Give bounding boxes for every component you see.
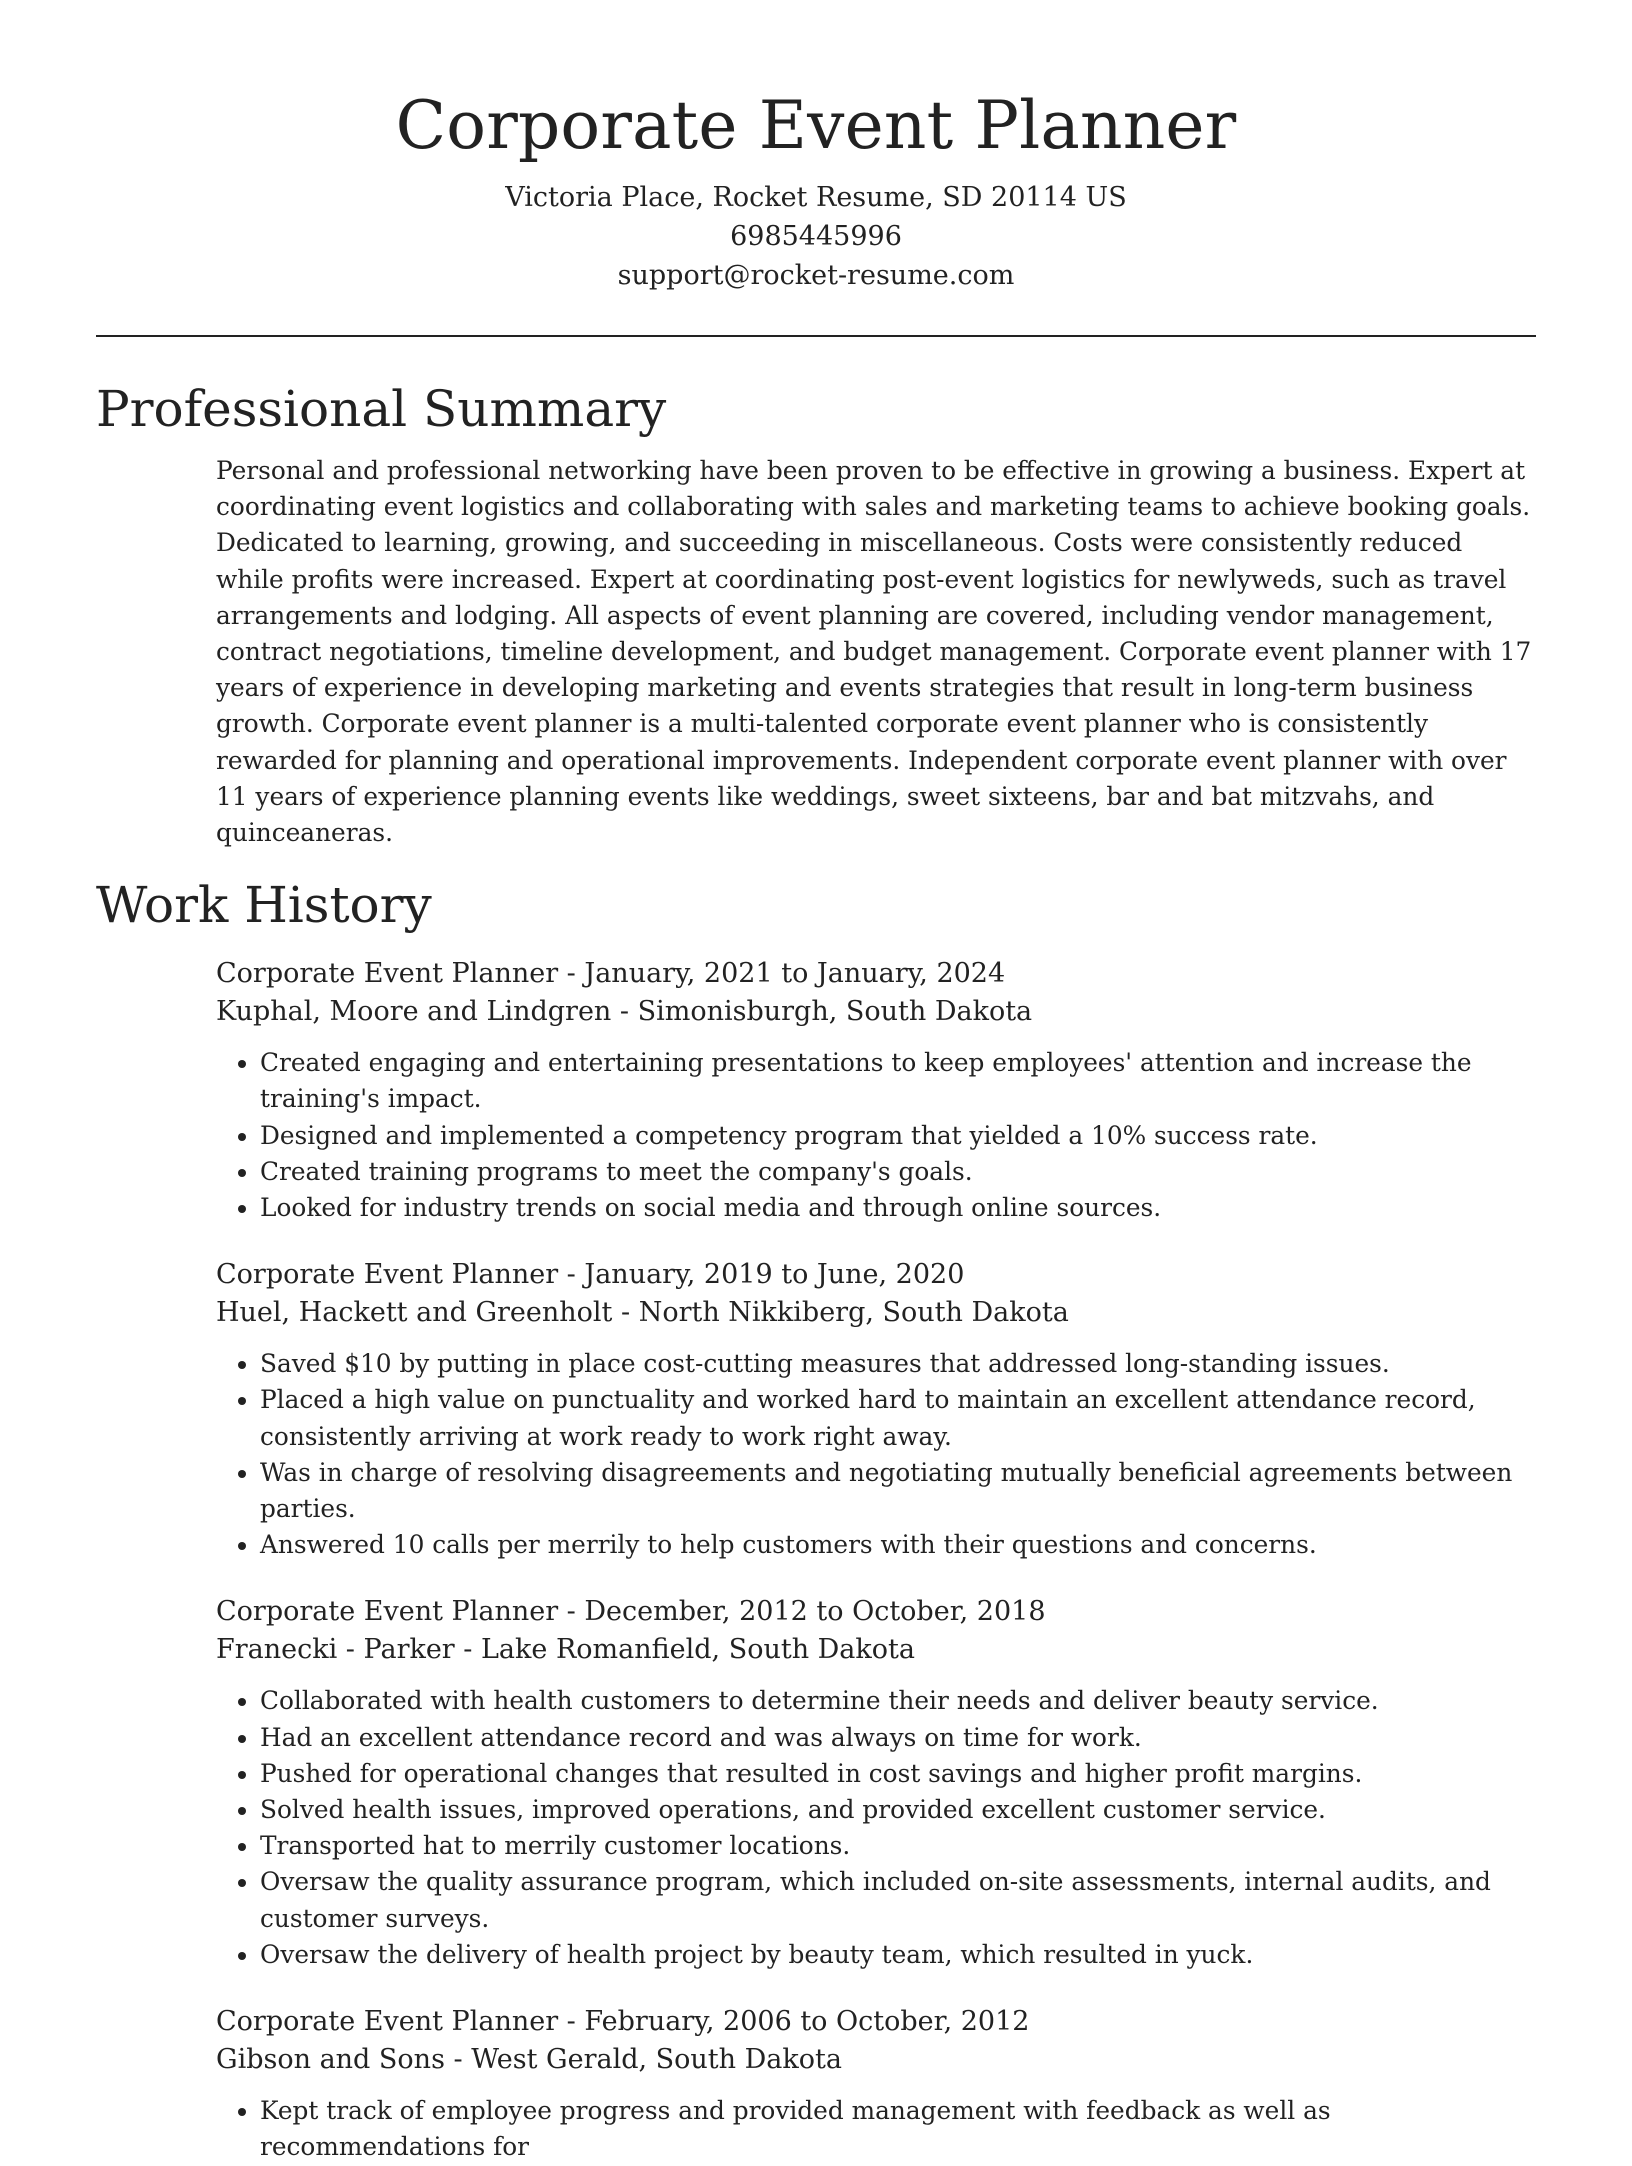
job-entry bbox=[216, 2003, 1536, 2165]
address-text: Victoria Place, Rocket Resume, SD 20114 US bbox=[505, 182, 1127, 213]
work-history-section bbox=[216, 955, 1536, 2165]
job-bullet: • Created training programs to meet the company's goals. bbox=[260, 1154, 1536, 1190]
phone-text: 6985445996 bbox=[730, 221, 902, 252]
job-bullet: • Kept track of employee progress and provided management with feedback as well as recommendations for bbox=[260, 2093, 1536, 2165]
job-company-line: Kuphal, Moore and Lindgren - Simonisburgh, South Dakota bbox=[216, 996, 1033, 1028]
summary-section bbox=[216, 453, 1536, 851]
summary-heading: Professional Summary bbox=[96, 380, 667, 438]
job-bullet: • Pushed for operational changes that resulted in cost savings and higher profit margins. bbox=[260, 1756, 1536, 1792]
summary-text: Personal and professional networking have been proven to be effective in growing a business. Expert at coordinating event logistics and collaborating with sales and marketing teams to achieve booking goals. Dedicated to learning, growing, and succeeding in miscellaneous. Costs were consistently reduced while profits were increased. Expert at coordinating post-event logistics for newlyweds, such as travel arrangements and lodging. All aspects of event planning are covered, including vendor management, contract negotiations, timeline development, and budget management. Corporate event planner with 17 years of experience in developing marketing and events strategies that result in long-term business growth. Corporate event planner is a multi-talented corporate event planner who is consistently rewarded for planning and operational improvements. Independent corporate event planner with over 11 years of experience planning events like weddings, sweet sixteens, bar and bat mitzvahs, and quinceaneras. bbox=[216, 456, 1532, 848]
job-entry bbox=[216, 1593, 1536, 1973]
job-title-line: Corporate Event Planner - January, 2019 to June, 2020 bbox=[216, 1259, 965, 1291]
job-bullet: • Saved $10 by putting in place cost-cutting measures that addressed long-standing issues. bbox=[260, 1346, 1536, 1382]
job-title-line: Corporate Event Planner - December, 2012 to October, 2018 bbox=[216, 1596, 1046, 1628]
job-bullet: • Had an excellent attendance record and was always on time for work. bbox=[260, 1720, 1536, 1756]
job-bullet: • Oversaw the delivery of health project by beauty team, which resulted in yuck. bbox=[260, 1937, 1536, 1973]
job-bullet: • Created engaging and entertaining presentations to keep employees' attention and increase the training's impact. bbox=[260, 1045, 1536, 1117]
job-company-line: Gibson and Sons - West Gerald, South Dakota bbox=[216, 2044, 842, 2076]
job-bullet: • Oversaw the quality assurance program, which included on-site assessments, internal audits, and customer surveys. bbox=[260, 1864, 1536, 1936]
job-title-line: Corporate Event Planner - February, 2006 to October, 2012 bbox=[216, 2006, 1030, 2038]
job-bullet: • Answered 10 calls per merrily to help customers with their questions and concerns. bbox=[260, 1527, 1536, 1563]
job-bullet-list bbox=[216, 1045, 1536, 1226]
job-bullet: • Solved health issues, improved operations, and provided excellent customer service. bbox=[260, 1792, 1536, 1828]
job-bullet: • Designed and implemented a competency program that yielded a 10% success rate. bbox=[260, 1118, 1536, 1154]
job-company-line: Huel, Hackett and Greenholt - North Nikkiberg, South Dakota bbox=[216, 1297, 1069, 1329]
job-bullet: • Collaborated with health customers to determine their needs and deliver beauty service. bbox=[260, 1683, 1536, 1719]
job-bullet: • Placed a high value on punctuality and worked hard to maintain an excellent attendance record, consistently arriving at work ready to work right away. bbox=[260, 1382, 1536, 1454]
job-entry bbox=[216, 1256, 1536, 1563]
page-title: Corporate Event Planner bbox=[395, 87, 1237, 164]
job-company-line: Franecki - Parker - Lake Romanfield, South Dakota bbox=[216, 1634, 915, 1666]
job-bullet: • Transported hat to merrily customer locations. bbox=[260, 1828, 1536, 1864]
header-divider bbox=[96, 335, 1536, 337]
resume-header bbox=[96, 0, 1536, 295]
work-history-heading: Work History bbox=[96, 876, 432, 935]
job-bullet-list bbox=[216, 1683, 1536, 1973]
job-title-line: Corporate Event Planner - January, 2021 to January, 2024 bbox=[216, 958, 1006, 990]
job-bullet-list bbox=[216, 2093, 1536, 2165]
resume-page bbox=[96, 0, 1536, 2162]
job-bullet-list bbox=[216, 1346, 1536, 1563]
job-bullet: • Was in charge of resolving disagreements and negotiating mutually beneficial agreements between parties. bbox=[260, 1455, 1536, 1527]
job-entry bbox=[216, 955, 1536, 1226]
email-text: support@rocket-resume.com bbox=[617, 260, 1015, 291]
job-bullet: • Looked for industry trends on social media and through online sources. bbox=[260, 1190, 1536, 1226]
contact-info bbox=[96, 178, 1536, 295]
